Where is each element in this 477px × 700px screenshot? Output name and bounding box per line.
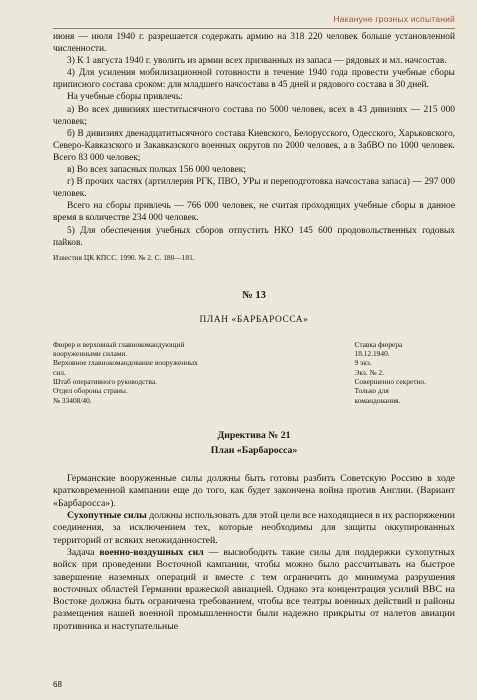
paragraph: На учебные сборы привлечь: xyxy=(67,92,183,103)
paragraph xyxy=(53,473,455,510)
header-line: 18.12.1940. xyxy=(354,349,390,359)
header-line: вооруженными силами. xyxy=(53,349,128,359)
paragraph-text: должны использовать для этой цели все находящиеся в их распоряжении соединения, за исключением тех, которые необходимы для защиты оккупированных территорий от всяких неожиданностей. xyxy=(53,510,455,546)
directive-title: Директива № 21 xyxy=(217,429,291,441)
page-content xyxy=(53,31,455,633)
paragraph: 5) Для обеспечения учебных сборов отпустить НКО 145 600 продовольственных годовых пайков. xyxy=(53,225,455,248)
paragraph: 3) К 1 августа 1940 г. уволить из армии всех призванных из запаса — рядовых и мл. начсостав. xyxy=(67,56,447,67)
paragraph xyxy=(53,547,455,633)
header-right xyxy=(355,340,456,405)
bold-term: военно-воздушных сил xyxy=(99,546,204,558)
bold-term: Сухопутные силы xyxy=(67,510,147,522)
header-line: Отдел обороны страны. xyxy=(53,386,128,396)
paragraph: 4) Для усиления мобилизационной готовности в течение 1940 года провести учебные сборы приписного состава сроком: для младшего начсостава в 45 дней и рядового состава в 30 дней. xyxy=(53,68,455,91)
document-number: № 13 xyxy=(242,289,266,301)
paragraph: июня — июля 1940 г. разрешается содержать армию на 318 220 человек больше установленной численности. xyxy=(53,32,455,55)
directive-body xyxy=(53,473,455,633)
paragraph-text: — высвободить такие силы для поддержки сухопутных войск при проведении Восточной кампании, чтобы можно было рассчитывать на быстрое завершение наземных операций и вместе с тем ограничить до минимума разрушения восточных областей Германии вражеской авиацией. Однако эта концентрация усилий ВВС на Востоке должна быть ограничена требованием, чтобы все театры военных действий и районы размещения нашей военной промышленности были надежно прикрыты от налетов авиации противника и наступательные xyxy=(53,546,456,632)
header-line: 9 экз. xyxy=(354,358,372,368)
header-line: Ставка фюрера xyxy=(354,339,403,349)
paragraph: а) Во всех дивизиях шеститысячного состава по 5000 человек, всех в 43 дивизиях — 215 000 человек; xyxy=(53,104,455,127)
paragraph: в) Во всех запасных полках 156 000 человек; xyxy=(67,165,246,176)
plan-title: ПЛАН «БАРБАРОССА» xyxy=(199,314,309,325)
header-line: сил. xyxy=(53,367,66,377)
page-number: 68 xyxy=(53,680,62,689)
paragraph: б) В дивизиях двенадцатитысячного состава Киевского, Белорусского, Одесского, Харьковского, Северо-Кавказского и Закавказского военных округов по 2000 человек, а в ЗабВО по 1000 человек. Всего 83 000 человек; xyxy=(53,128,455,163)
header-line: Экз. № 2. xyxy=(354,367,384,377)
header-line: Штаб оперативного руководства. xyxy=(53,377,158,387)
header-rule xyxy=(53,28,455,29)
document-header xyxy=(53,340,455,405)
paragraph-text: Германские вооруженные силы должны быть готовы разбить Советскую Россию в ходе кратковременной кампании еще до того, как будет закончена война против Англии. (Вариант «Барбаросса»). xyxy=(53,473,455,509)
paragraph-prefix: Задача xyxy=(67,546,100,558)
header-line: Верховное главнокомандование вооруженных xyxy=(53,358,198,368)
source-citation: Известия ЦК КПСС. 1990. № 2. С. 180—181. xyxy=(53,252,195,262)
paragraph xyxy=(53,510,455,547)
paragraph: Всего на сборы привлечь — 766 000 человек, не считая проходящих учебные сборы в данное время в количестве 234 000 человек. xyxy=(53,201,455,224)
continuation-block xyxy=(53,31,455,249)
header-line: Только для xyxy=(354,386,389,396)
header-line: Фюрер и верховный главнокомандующий xyxy=(53,339,185,349)
header-line: Совершенно секретно. xyxy=(354,377,426,387)
header-line: командования. xyxy=(354,395,401,405)
running-head: Накануне грозных испытаний xyxy=(333,14,455,24)
paragraph: г) В прочих частях (артиллерия РГК, ПВО, УРы и переподготовка начсостава запаса) — 297 000 человек. xyxy=(53,177,455,200)
header-line: № 33408/40. xyxy=(53,395,92,405)
directive-subtitle: План «Барбаросса» xyxy=(210,445,298,457)
header-left xyxy=(53,340,302,405)
